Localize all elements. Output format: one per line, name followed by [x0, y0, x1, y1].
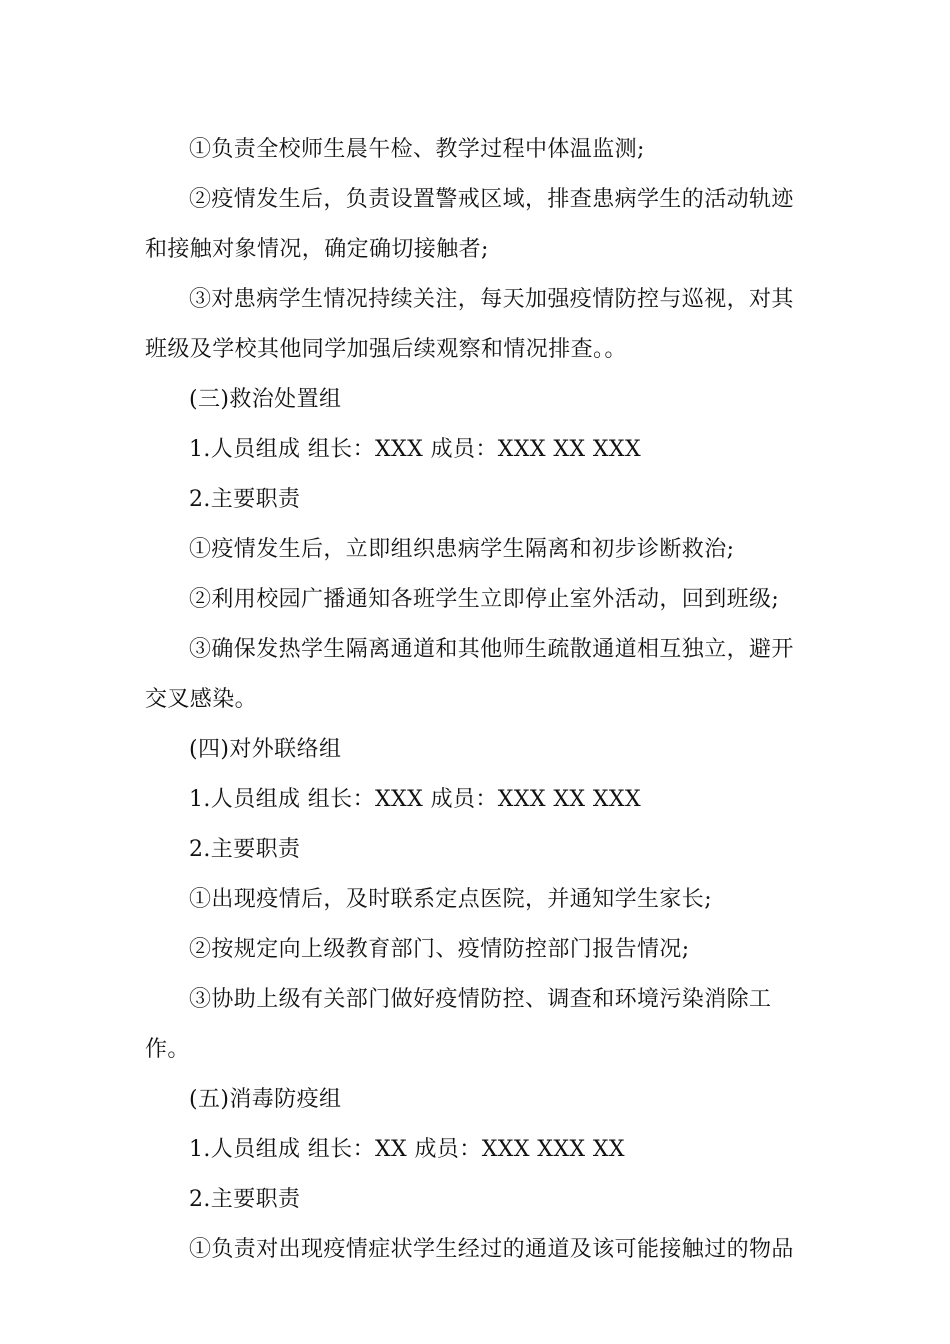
- paragraph-duties-heading-disinfection: 2.主要职责: [189, 1187, 301, 1212]
- paragraph-members-liaison: 1.人员组成 组长：XXX 成员：XXX XX XXX: [189, 787, 642, 812]
- paragraph-duties-heading-liaison: 2.主要职责: [189, 837, 301, 862]
- paragraph-duty-warning-zone: ②疫情发生后，负责设置警戒区域，排查患病学生的活动轨迹和接触对象情况，确定确切接触者;: [145, 187, 794, 262]
- section-heading-disinfection-group: (五)消毒防疫组: [189, 1087, 342, 1112]
- document-body: [145, 125, 810, 1275]
- paragraph-duty-assist: ③协助上级有关部门做好疫情防控、调查和环境污染消除工作。: [145, 987, 772, 1062]
- section-heading-liaison-group: (四)对外联络组: [189, 737, 342, 762]
- paragraph-duties-heading-treatment: 2.主要职责: [189, 487, 301, 512]
- section-heading-treatment-group: (三)救治处置组: [189, 387, 342, 412]
- paragraph-duty-temperature-check: ①负责全校师生晨午检、教学过程中体温监测;: [189, 137, 645, 162]
- paragraph-duty-isolation: ①疫情发生后，立即组织患病学生隔离和初步诊断救治;: [189, 537, 735, 562]
- paragraph-duty-disinfect-channels: ①负责对出现疫情症状学生经过的通道及该可能接触过的物品: [189, 1237, 794, 1262]
- paragraph-duty-separate-channels: ③确保发热学生隔离通道和其他师生疏散通道相互独立，避开交叉感染。: [145, 637, 794, 712]
- paragraph-members-treatment: 1.人员组成 组长：XXX 成员：XXX XX XXX: [189, 437, 642, 462]
- paragraph-duty-contact-hospital: ①出现疫情后，及时联系定点医院，并通知学生家长;: [189, 887, 713, 912]
- paragraph-duty-report: ②按规定向上级教育部门、疫情防控部门报告情况;: [189, 937, 690, 962]
- paragraph-duty-follow-up: ③对患病学生情况持续关注，每天加强疫情防控与巡视，对其班级及学校其他同学加强后续观察和情况排查。。: [145, 287, 794, 362]
- paragraph-members-disinfection: 1.人员组成 组长：XX 成员：XXX XXX XX: [189, 1137, 625, 1162]
- paragraph-duty-broadcast: ②利用校园广播通知各班学生立即停止室外活动，回到班级;: [189, 587, 780, 612]
